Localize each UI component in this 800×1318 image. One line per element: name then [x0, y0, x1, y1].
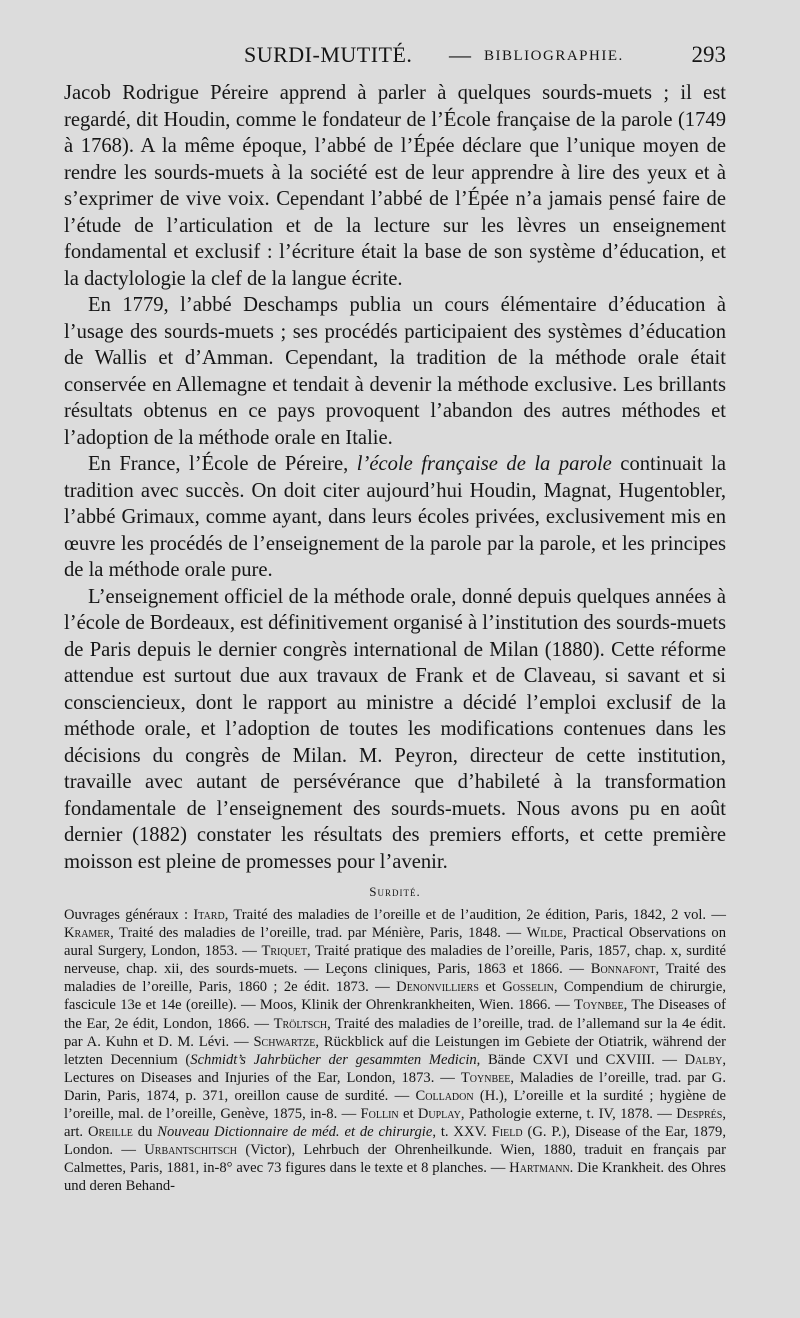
bib-text: Ouvrages généraux : — [64, 907, 194, 923]
bib-author: Colladon — [415, 1087, 474, 1104]
bib-text: et — [478, 979, 503, 996]
bib-author: Bonnafont — [590, 961, 656, 978]
bib-text: , Lectures on Diseases and Injuries of the Ear, London, 1873. — — [64, 1051, 726, 1086]
bib-text: , Practical Observations on aural Surgery, London, 1853. — — [64, 925, 727, 960]
bib-text: (Victor), Lehrbuch der Ohrenheilkunde. Wien, 1880, traduit en français par Calmettes, Paris, 1881, in-8° avec 73 figures dans le texte et 8 planches. — — [64, 1142, 726, 1177]
paragraph-4: L’enseignement officiel de la méthode orale, donné depuis quelques années à l’école de Bordeaux, est définitivement organisé à l’institution des sourds-muets de Paris depuis le dernier congrès international de Milan (1880). Cette réforme attendue est surtout due aux travaux de Frank et de Claveau, si savant et si consciencieux, dont le rapport au ministre a décidé l’emploi exclusif de la méthode orale, et l’adoption de toutes les modifications contenues dans les décisions du congrès de Milan. M. Peyron, directeur de cette institution, travaille avec autant de persévérance que d’habileté à la transformation fondamentale de l’enseignement des sourds-muets. Nous avons pu en août dernier (1882) constater les résultats des premiers efforts, et cette première moisson est pleine de promesses pour l’avenir. — [64, 585, 726, 873]
paragraph-3-italic: l’école française de la parole — [356, 453, 612, 475]
bib-text: , art. — [64, 1106, 726, 1141]
running-header — [64, 42, 726, 78]
bib-text: , Bände CXVI und CXVIII. — — [476, 1051, 685, 1068]
bib-text: , Traité des maladies de l’oreille, Paris, 1860 ; 2e édit. 1873. — — [64, 961, 726, 996]
paragraph-2: En 1779, l’abbé Deschamps publia un cours élémentaire d’éducation à l’usage des sourds-muets ; ses procédés participaient des systèmes d’éducation de Wallis et d’Amman. Cependant, la tradition de la méthode orale était conservée en Allemagne et tendait à devenir la méthode exclusive. Les brillants résultats obtenus en ce pays provoquent l’abandon des autres méthodes et l’adoption de la méthode orale en Italie. — [64, 294, 726, 449]
bib-author: Kramer — [64, 925, 111, 942]
bib-text: , t. XXV. — [432, 1124, 492, 1141]
bib-text: , Traité pratique des maladies de l’oreille, Paris, 1857, chap. x, surdité nerveuse, chap. xii, des sourds-muets. — Leçons cliniques, Paris, 1863 et 1866. — — [64, 943, 726, 978]
bib-author: Follin — [360, 1106, 399, 1123]
bib-text: (G. P.), Disease of the Ear, 1879, London. — — [64, 1124, 726, 1159]
bib-text: , Rückblick auf die Leistungen im Gebiete der Otiatrik, während der letzten Decennium ( — [64, 1033, 727, 1068]
paragraph-1: Jacob Rodrigue Péreire apprend à parler à quelques sourds-muets ; il est regardé, dit Houdin, comme le fondateur de l’École française de la parole (1749 à 1768). A la même époque, l’abbé de l’Épée déclare que l’unique moyen de rendre les sourds-muets à la société est de leur apprendre à lire des yeux et à s’exprimer de vive voix. Cependant l’abbé de l’Épée n’a jamais pensé faire de l’étude de l’articulation et de la lecture sur les lèvres un enseignement fondamental et exclusif : l’écriture était la base de son système d’éducation, et la dactylologie la clef de la langue écrite. — [64, 82, 726, 290]
bibliography — [64, 906, 726, 1196]
bib-author: Triquet — [261, 943, 308, 960]
bib-text: (H.), L’oreille et la surdité ; hygiène de l’oreille, mal. de l’oreille, Genève, 1875, in-8. — — [64, 1087, 726, 1123]
bib-author: Gosselin — [502, 979, 554, 996]
page-number: 293 — [691, 42, 726, 67]
bib-text: et — [398, 1106, 418, 1123]
bib-author: Després — [676, 1106, 723, 1123]
bib-author: Duplay — [417, 1106, 461, 1123]
bib-author: Hartmann — [509, 1160, 570, 1177]
bib-italic: Schmidt’s Jahrbücher der gesammten Medicin — [190, 1051, 477, 1068]
bib-author: Urbantschitsch — [144, 1142, 238, 1159]
header-separator: — — [449, 42, 471, 67]
bib-author: Schwartze — [253, 1033, 316, 1050]
bib-text: du — [132, 1124, 158, 1141]
bib-text: , Traité des maladies de l’oreille et de l’audition, 2e édition, Paris, 1842, 2 vol. — — [224, 907, 726, 923]
bib-author: Tröltsch — [273, 1015, 328, 1032]
bib-author: Toynbee — [574, 997, 624, 1014]
bib-text: . Die Krankheit. des Ohres und deren Behand- — [64, 1160, 726, 1195]
bib-author: Itard — [193, 907, 225, 923]
bibliography-paragraph — [64, 906, 726, 1196]
header-title: SURDI-MUTITÉ. — [244, 42, 413, 67]
bib-italic: Nouveau Dictionnaire de méd. et de chirurgie — [157, 1124, 433, 1141]
bib-author: Dalby — [684, 1051, 723, 1068]
paragraph-3-end: continuait la tradition avec succès. On doit citer aujourd’hui Houdin, Magnat, Hugentobler, l’abbé Grimaux, comme ayant, dans leurs écoles privées, exclusivement mis en œuvre les procédés de l’enseignement de la parole par la parole, et les principes de la méthode orale pure. — [64, 453, 726, 581]
bib-text: , Pathologie externe, t. IV, 1878. — — [460, 1106, 677, 1123]
bib-text: , Maladies de l’oreille, trad. par G. Darin, Paris, 1874, p. 371, oreillon cause de surdité. — — [64, 1069, 726, 1104]
bib-text: , Traité des maladies de l’oreille, trad. par Ménière, Paris, 1848. — — [110, 925, 527, 942]
main-text — [64, 80, 726, 875]
bib-text: , Compendium de chirurgie, fascicule 13e et 14e (oreille). — Moos, Klinik der Ohrenkrankheiten, Wien. 1866. — — [64, 979, 726, 1014]
paragraph-3 — [64, 451, 726, 584]
bib-author: Denonvilliers — [396, 979, 479, 996]
header-subtitle: BIBLIOGRAPHIE. — [484, 48, 624, 64]
bib-author: Toynbee — [460, 1069, 511, 1086]
paragraph-3-start: En France, l’École de Péreire, — [88, 453, 357, 475]
section-heading: Surdité. — [369, 884, 421, 899]
bib-author: Field — [491, 1124, 523, 1141]
bib-author: Oreille — [87, 1124, 133, 1141]
bib-text: , Traité des maladies de l’oreille, trad. de l’allemand sur la 4e édit. par A. Kuhn et D. M. Lévi. — — [64, 1015, 726, 1050]
bib-author: Wilde — [526, 925, 564, 942]
bib-text: , The Diseases of the Ear, 2e édit, London, 1866. — — [64, 997, 726, 1032]
